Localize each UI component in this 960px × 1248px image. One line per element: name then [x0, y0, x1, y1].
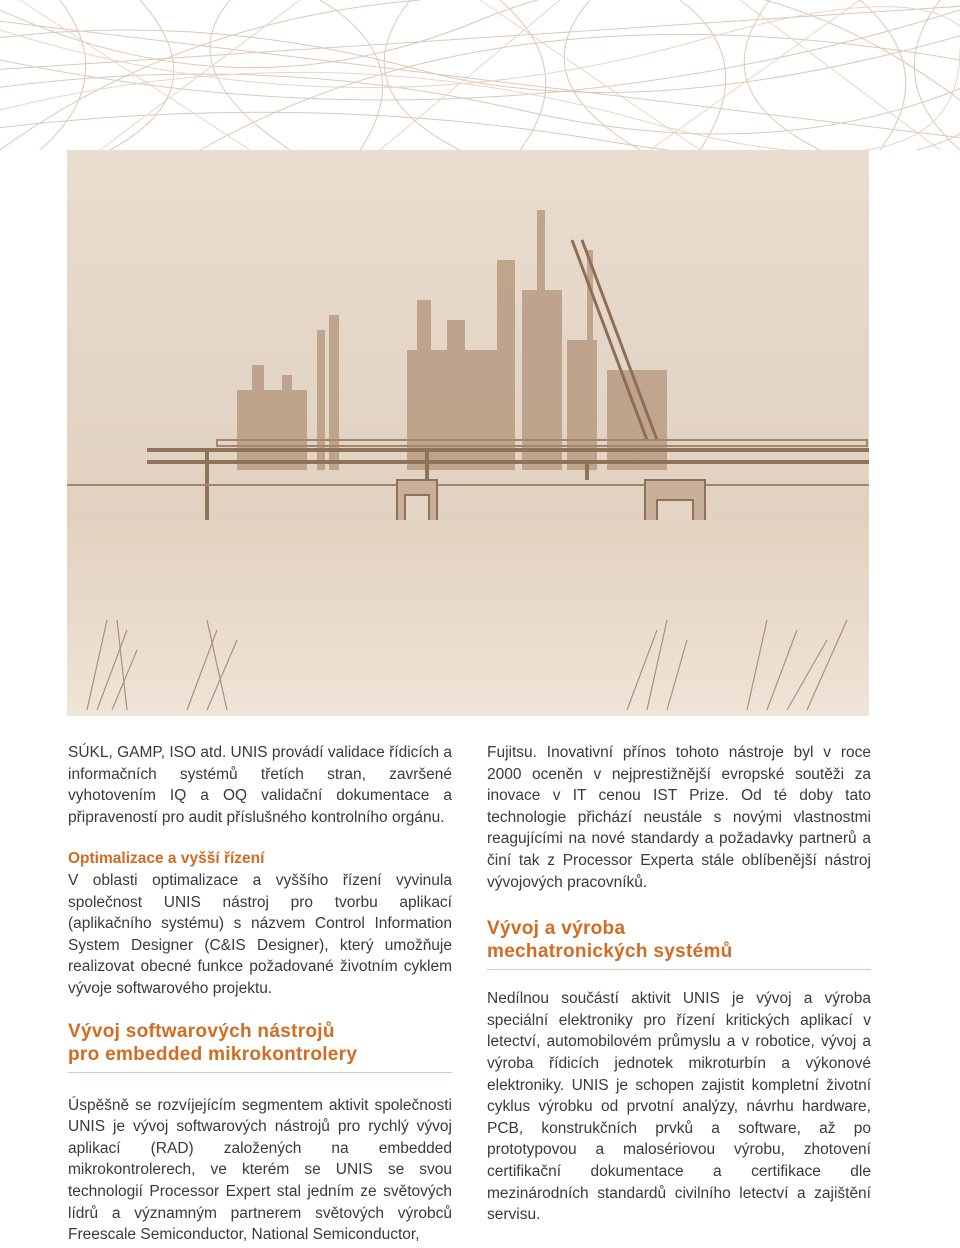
left-paragraph-1: SÚKL, GAMP, ISO atd. UNIS provádí validace řídicích a informačních systémů třetích stran, završené vyhotovením IQ a OQ validační dokumentace a připraveností pro audit příslušného kontrolního orgánu.	[68, 744, 452, 826]
refinery-photo	[67, 150, 869, 716]
section-heading-optimalizace: Optimalizace a vyšší řízení	[68, 850, 265, 868]
right-paragraph-2: Nedílnou součástí aktivit UNIS je vývoj a výroba speciální elektroniky pro řízení kritických aplikací v letectví, automobilovém průmyslu a v robotice, vývoj a výroba řídicích jednotek mikroturbín a výkonové elektroniky. UNIS je schopen zajistit kompletní životní cyklus výrobku od prvotní analýzy, návrhu hardware, PCB, konstrukčních prvků a software, až po prototypovou a malosériovou výrobu, zhotovení certifikační dokumentace a certifikace dle mezinárodních standardů civilního letectví a zajištění servisu.	[487, 990, 871, 1224]
section-heading-vyvoj-softwarovych-line1: Vývoj softwarových nástrojů	[68, 1020, 335, 1042]
decorative-line-pattern	[0, 0, 960, 150]
section-heading-mechatronika-line1: Vývoj a výroba	[487, 918, 626, 940]
section-divider	[487, 969, 871, 970]
section-heading-vyvoj-softwarovych-line2: pro embedded mikrokontrolery	[68, 1043, 358, 1065]
right-column	[487, 742, 871, 1226]
left-paragraph-2: V oblasti optimalizace a vyššího řízení vyvinula společnost UNIS nástroj pro tvorbu aplikací (aplikačního systému) s názvem Control Information System Designer (C&IS Designer), který umožňuje realizovat obecné funkce požadované životním cyklem vývoje softwarového projektu.	[68, 871, 452, 997]
left-column	[68, 742, 452, 1246]
section-divider	[68, 1072, 452, 1073]
section-heading-mechatronika-line2: mechatronických systémů	[487, 941, 733, 963]
left-paragraph-3: Úspěšně se rozvíjejícím segmentem aktivit společnosti UNIS je vývoj softwarových nástrojů pro rychlý vývoj aplikací (RAD) založených na embedded mikrokontrolerech, ve kterém se UNIS se svou technologií Processor Expert stal jedním ze světových lídrů a významným partnerem světových výrobců Freescale Semiconductor, National Semiconductor,	[68, 1096, 452, 1244]
right-paragraph-1: Fujitsu. Inovativní přínos tohoto nástroje byl v roce 2000 oceněn v nejprestižnější evropské soutěži za inovace v IT cenou IST Prize. Od té doby tato technologie přichází neustále s novými vlastnostmi reagujícími na nové standardy a požadavky partnerů a činí tak z Processor Experta stále oblíbenější nástroj vývojových pracovníků.	[487, 744, 871, 891]
